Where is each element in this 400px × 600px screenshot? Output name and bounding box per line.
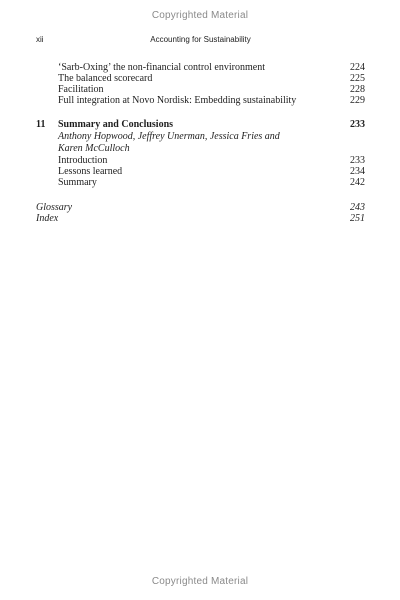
- glossary-title: Glossary: [36, 202, 73, 213]
- toc-entry-page: 242: [350, 177, 365, 188]
- toc-entry-title: ‘Sarb-Oxing’ the non-financial control environment: [58, 62, 265, 73]
- chapter-page: 233: [350, 119, 365, 130]
- toc-entry-title: Full integration at Novo Nordisk: Embedding sustainability: [58, 95, 297, 106]
- chapter-authors-cont: [36, 143, 365, 155]
- toc-entry-title: Facilitation: [58, 84, 104, 95]
- chapter-heading: [36, 119, 365, 131]
- toc-entry-title: Summary: [58, 177, 97, 188]
- toc-entry-page: 228: [350, 84, 365, 95]
- toc-entry-page: 233: [350, 155, 365, 166]
- chapter-authors: [36, 131, 365, 143]
- toc-entry: [36, 95, 365, 107]
- toc-entry-page: 234: [350, 166, 365, 177]
- toc-entry-page: 224: [350, 62, 365, 73]
- authors-line-2: Karen McCulloch: [58, 143, 130, 154]
- toc-entry-page: 229: [350, 95, 365, 106]
- toc-entry-page: 225: [350, 73, 365, 84]
- glossary-page: 243: [350, 202, 365, 213]
- chapter-number: 11: [36, 119, 46, 130]
- toc-entry-title: The balanced scorecard: [58, 73, 153, 84]
- copyright-watermark-bottom: Copyrighted Material: [151, 576, 249, 587]
- toc-entry-title: Lessons learned: [58, 166, 123, 177]
- toc-entry: [36, 177, 365, 189]
- copyright-watermark-top: Copyrighted Material: [151, 10, 249, 21]
- chapter-title: Summary and Conclusions: [58, 119, 174, 130]
- running-title: Accounting for Sustainability: [150, 35, 251, 44]
- index-title: Index: [36, 213, 59, 224]
- index-page: 251: [350, 213, 365, 224]
- toc-entry-title: Introduction: [58, 155, 108, 166]
- page-folio: xii: [36, 35, 44, 44]
- toc-backmatter-entry: [36, 213, 365, 225]
- authors-line-1: Anthony Hopwood, Jeffrey Unerman, Jessica Fries and: [58, 131, 280, 142]
